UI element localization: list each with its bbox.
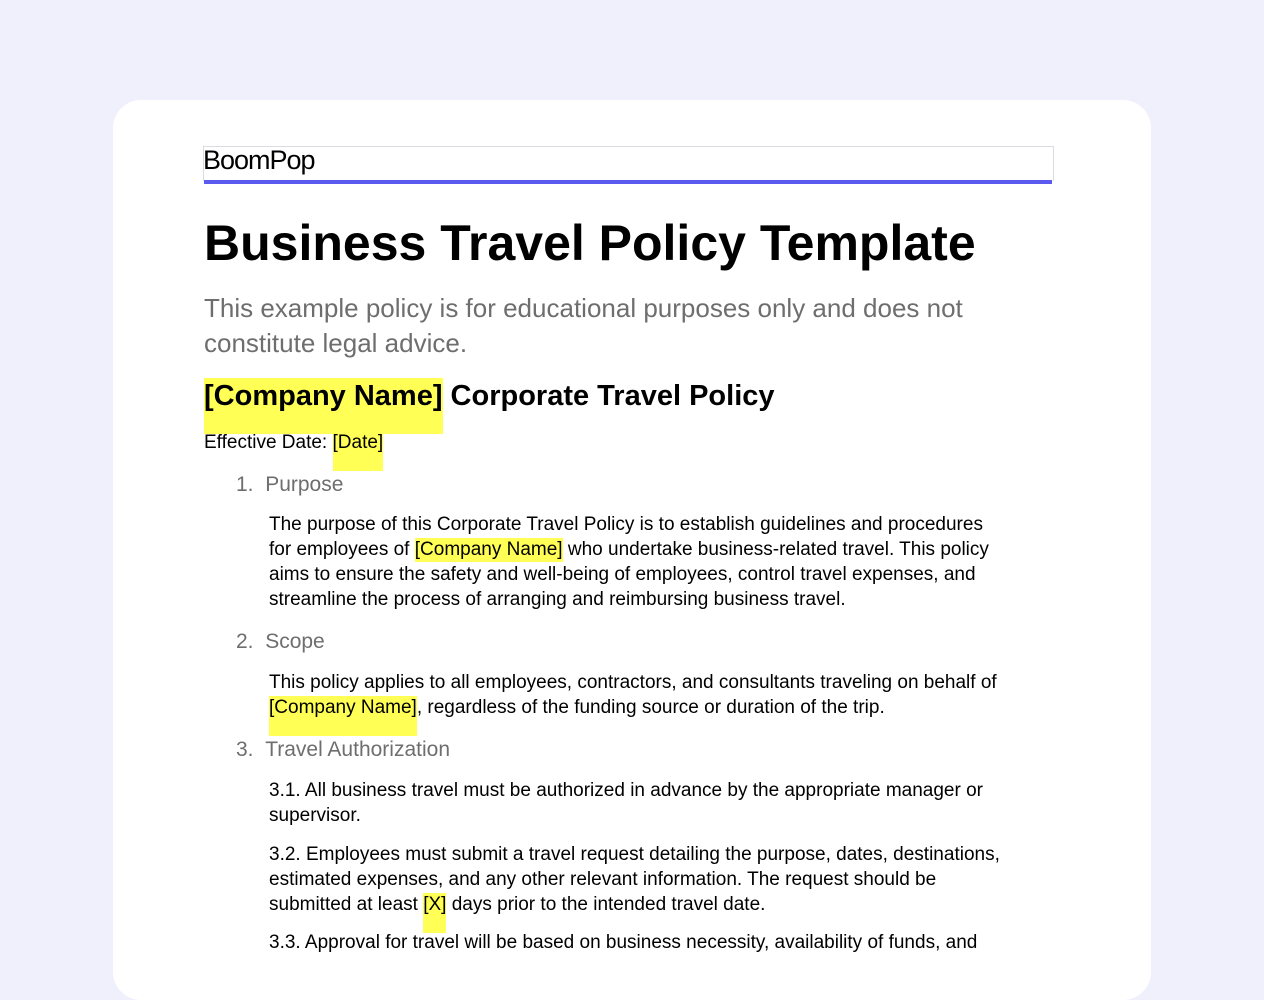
section-2-heading: 2. Scope xyxy=(236,630,325,653)
days-placeholder: [X] xyxy=(423,893,446,933)
section-2-line: [Company Name], regardless of the funding source or duration of the trip. xyxy=(269,696,885,736)
boompop-logo: BoomPop xyxy=(203,145,315,175)
section-3-line: 3.1. All business travel must be authorized in advance by the appropriate manager or xyxy=(269,780,983,801)
section-2-line: This policy applies to all employees, contractors, and consultants traveling on behalf of xyxy=(269,672,997,693)
company-name-placeholder: [Company Name] xyxy=(414,539,563,560)
policy-heading xyxy=(204,378,775,434)
section-1-heading: 1. Purpose xyxy=(236,473,344,496)
subtitle-line-1: This example policy is for educational purposes only and does not xyxy=(204,293,963,323)
section-3-line: 3.2. Employees must submit a travel request detailing the purpose, dates, destinations, xyxy=(269,844,1000,865)
company-name-placeholder: [Company Name] xyxy=(204,378,443,434)
page-title: Business Travel Policy Template xyxy=(204,215,976,271)
section-3-line: 3.3. Approval for travel will be based on business necessity, availability of funds, and xyxy=(269,932,978,953)
section-1-line: aims to ensure the safety and well-being of employees, control travel expenses, and xyxy=(269,564,976,585)
effective-label: Effective Date: xyxy=(204,432,333,453)
section-3-line: supervisor. xyxy=(269,805,361,826)
company-name-placeholder: [Company Name] xyxy=(269,696,417,736)
section-1-line: streamline the process of arranging and reimbursing business travel. xyxy=(269,589,846,610)
section-1-line: The purpose of this Corporate Travel Policy is to establish guidelines and procedures xyxy=(269,514,983,535)
subtitle-line-2: constitute legal advice. xyxy=(204,328,468,358)
date-placeholder: [Date] xyxy=(333,431,384,471)
section-3-heading: 3. Travel Authorization xyxy=(236,738,451,761)
effective-date xyxy=(204,431,383,471)
section-3-line: submitted at least [X] days prior to the intended travel date. xyxy=(269,893,765,933)
section-3-line: estimated expenses, and any other relevant information. The request should be xyxy=(269,869,937,890)
heading-text: Corporate Travel Policy xyxy=(442,380,775,412)
header-box xyxy=(203,146,1054,181)
section-1-line: for employees of [Company Name] who undertake business-related travel. This policy xyxy=(269,539,989,560)
accent-rule xyxy=(204,180,1052,184)
